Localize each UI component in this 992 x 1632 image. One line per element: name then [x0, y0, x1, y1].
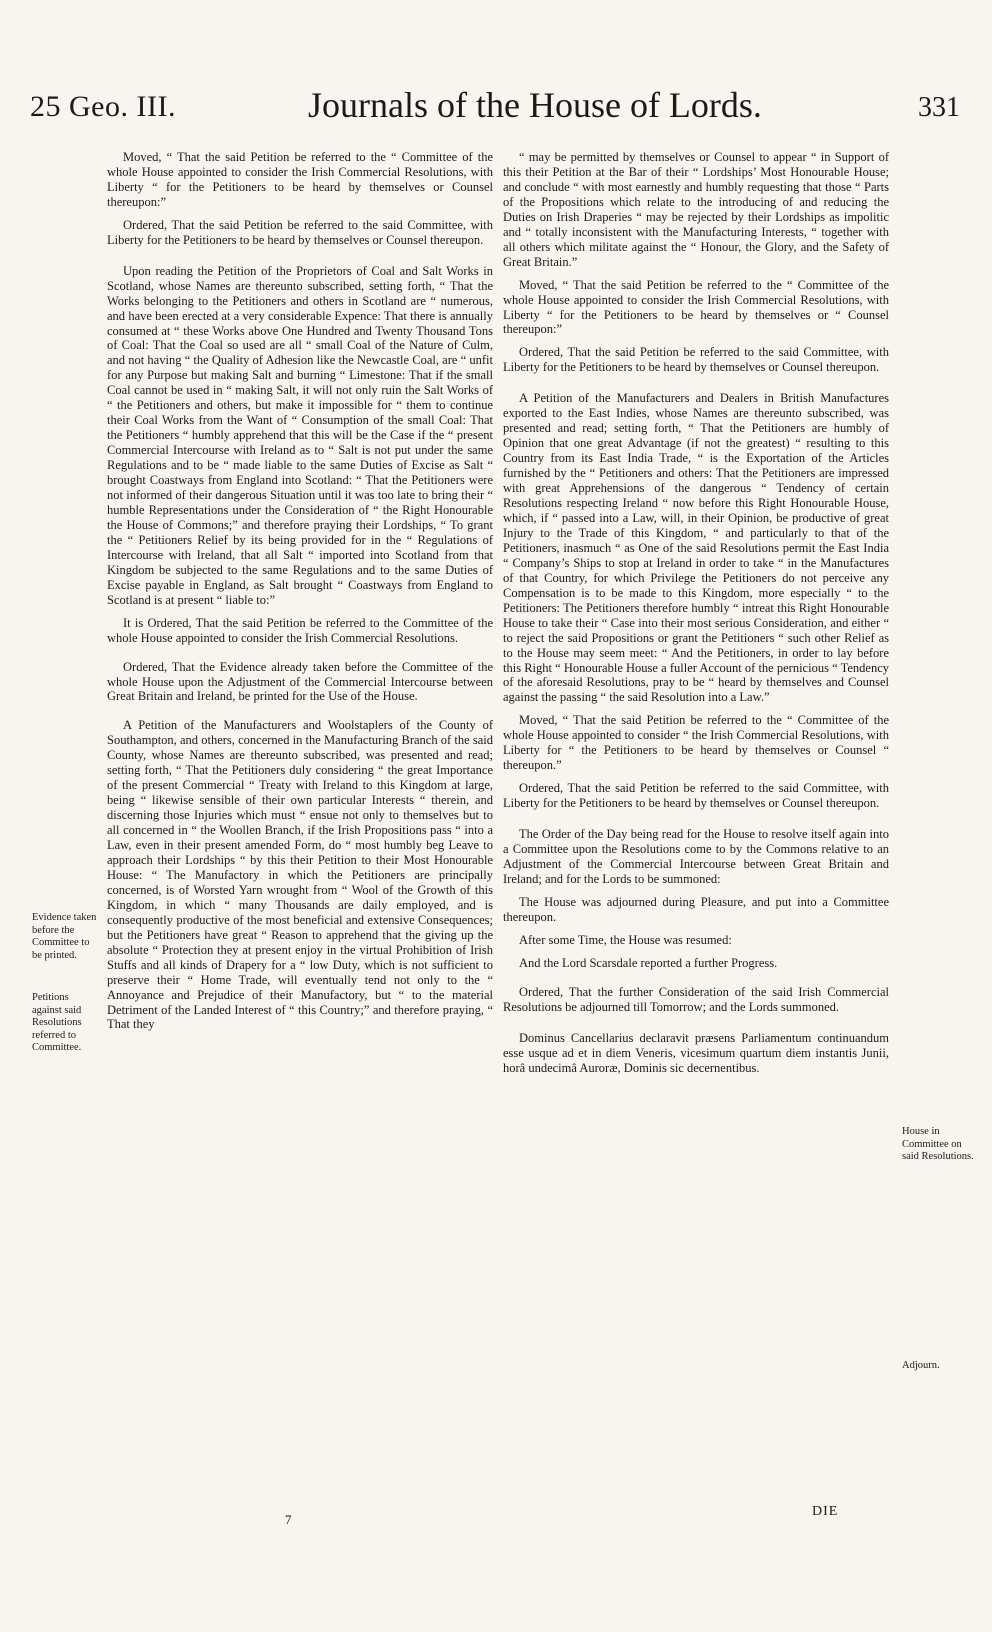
- margin-note-petitions: Petitions against said Resolutions referred to Committee.: [32, 992, 82, 1053]
- paragraph-moved-3: Moved, “ That the said Petition be referred to the “ Committee of the whole House appointed to consider “ the Irish Commercial Resolutions, with Liberty for “ the Petitioners to be heard by themselves or Counsel “ thereupon.”: [503, 713, 889, 773]
- paragraph-order-of-day: The Order of the Day being read for the House to resolve itself again into a Committee upon the Resolutions come to by the Commons relative to an Adjustment of the Commercial Intercourse between Great Britain and Ireland; and for the Lords to be summoned:: [503, 827, 889, 886]
- paragraph-ordered-5: Ordered, That the further Consideration of the said Irish Commercial Resolutions be adjourned till Tomorrow; and the Lords summoned.: [503, 984, 889, 1014]
- paragraph-ordered-3: Ordered, That the said Petition be referred to the said Committee, with Liberty for the Petitioners to be heard by themselves or Counsel thereupon.: [503, 345, 889, 375]
- margin-note-house-committee: House in Committee on said Resolutions.: [902, 1126, 974, 1162]
- page-number: 331: [918, 92, 960, 123]
- paragraph-moved-1: Moved, “ That the said Petition be referred to the “ Committee of the whole House appointed to consider the Irish Commercial Resolutions, with Liberty “ for the Petitioners to be heard by themselves or Counsel thereupon:”: [107, 150, 493, 209]
- paragraph-scarsdale-report: And the Lord Scarsdale reported a further Progress.: [519, 955, 778, 970]
- regnal-year: 25 Geo. III.: [30, 90, 176, 123]
- paragraph-ordered-1: Ordered, That the said Petition be referred to the said Committee, with Liberty for the Petitioners to be heard by themselves or Counsel thereupon.: [107, 217, 493, 247]
- margin-note-adjourn: Adjourn.: [902, 1360, 940, 1371]
- paragraph-east-indies-petition: A Petition of the Manufacturers and Dealers in British Manufactures exported to the East Indies, whose Names are thereunto subscribed, was presented and read; setting forth, “ That the Petitioners are humbly of Opinion that one great Advantage (if not the greatest) “ resulting to this Country from its East India Trade, “ is the Exportation of the Articles furnished by the “ Petitioners and others: That the Petitioners are impressed with great Apprehensions of the dangerous “ Tendency of certain Resolutions respecting Ireland “ now before this Right Honourable House, which, if “ passed into a Law, will, in their Opinion, be productive of great Injury to the Trade of this Kingdom, “ and particularly to that of the Petitioners, inasmuch “ as One of the said Resolutions permit the East India “ Company’s Ships to stop at Ireland in order to take “ in the Manufactures of that Country, for which Privilege the Petitioners do not perceive any Compensation is to be made to this Kingdom, more especially “ to the Petitioners: The Petitioners therefore humbly “ intreat this Right Honourable House to take their “ Case into their most serious Consideration, and either “ to reject the said Propositions or grant the Petitioners “ such other Relief as to the House may seem meet: “ And the Petitioners, in order to lay before this Right “ Honourable House a fuller Account of the pernicious “ Tendency of the aforesaid Resolutions, pray to be “ heard by themselves and Counsel against the passing “ the said Resolution into a Law.”: [503, 391, 889, 705]
- paragraph-ordered-4: Ordered, That the said Petition be referred to the said Committee, with Liberty for the Petitioners to be heard by themselves or Counsel thereupon.: [503, 781, 889, 811]
- paragraph-latin-adjournment: Dominus Cancellarius declaravit præsens Parliamentum continuandum esse usque ad et in diem Veneris, vicesimum quartum diem instantis Junii, horâ undecimâ Auroræ, Dominis sic decernentibus.: [503, 1030, 889, 1075]
- signature-mark: 7: [285, 1512, 292, 1527]
- paragraph-coal-salt-petition: Upon reading the Petition of the Proprietors of Coal and Salt Works in Scotland, whose Names are thereunto subscribed, setting forth, “ That the Works belonging to the Petitioners and others in Scotland are “ numerous, and have been erected at a very considerable Expence: That there is annually consumed at “ these Works above One Hundred and Twenty Thousand Tons of Coal: That the Coal so used are all “ small Coal of the Nature of Culm, and not having “ the Quality of Adhesion like the Newcastle Coal, are “ unfit for any Purpose but making Salt and burning “ Limestone: That if the small Coal cannot be used in “ making Salt, it will not only ruin the Salt Works of “ the Petitioners and others, but make it impossible for “ them to continue their Coal Works from the Want of “ Consumption of the small Coal: That the Petitioners “ humbly apprehend that this will be the Case if the “ present Commercial Intercourse with Ireland as to “ Salt is not put under the same Regulations and to be “ made liable to the same Duties of Excise as Salt “ brought Coastways from England into Scotland: “ That the Petitioners were not informed of their dangerous Situation until it was too late to bring their “ humble Representations under the Consideration of “ the Right Honourable the House of Commons;” and therefore praying their Lordships, “ To grant the “ Petitioners Relief by its being provided for in the “ Regulations of Intercourse with Ireland, that all Salt “ imported into Scotland from that Kingdom be subjected to the same Regulations and to the same Duties of Excise payable in England, as Salt brought “ Coastways from England to Scotland is at present “ liable to:”: [107, 263, 493, 607]
- paragraph-ordered-2: It is Ordered, That the said Petition be referred to the Committee of the whole House appointed to consider the Irish Commercial Resolutions.: [107, 615, 493, 645]
- journal-title: Journals of the House of Lords.: [308, 85, 762, 125]
- paragraph-house-adjourned: The House was adjourned during Pleasure, and put into a Committee thereupon.: [503, 894, 889, 924]
- paragraph-moved-2: Moved, “ That the said Petition be referred to the “ Committee of the whole House appointed to consider the Irish Commercial Resolutions, with Liberty “ for the Petitioners to be heard by themselves or “ Counsel thereupon:”: [503, 277, 889, 337]
- paragraph-petition-continued: “ may be permitted by themselves or Counsel to appear “ in Support of this their Petition at the Bar of their “ Lordships’ Most Honourable House; and conclude “ with most earnestly and humbly requesting that those “ Parts of the Propositions which relate to the introducing of and reducing the Duties on Irish Draperies “ may be rejected by their Lordships as impolitic and “ totally inconsistent with the Manufacturing Interests, “ together with all others which militate against the “ Honour, the Glory, and the Safety of Great Britain.”: [503, 150, 889, 269]
- catchword: DIE: [812, 1504, 839, 1519]
- page-header: [30, 84, 960, 140]
- right-column: [503, 150, 889, 1083]
- paragraph-southampton-petition: A Petition of the Manufacturers and Woolstaplers of the County of Southampton, and others, concerned in the Manufacturing Branch of the said County, whose Names are thereunto subscribed, was presented and read; setting forth, “ That the Petitioners duly considering “ the great Importance of the present Commercial “ Treaty with Ireland to this Kingdom at large, being “ likewise sensible of their own particular Interests “ therein, and discerning those Injuries which must “ ensue not only to themselves but to all concerned in “ the Woollen Branch, if the Irish Propositions pass “ into a Law, even in their present amended Form, do “ most humbly beg Leave to approach their Lordships “ by this their Petition to their Most Honourable House: “ The Manufactory in which the Petitioners are principally concerned, is of Worsted Yarn wrought from “ Wool of the Growth of this Kingdom, in which “ many Thousands are daily employed, and is consequently productive of the most beneficial and extensive Consequences; but the Petitioners have great “ Reason to apprehend that the giving up the absolute “ Protection they at present enjoy in the virtual Prohibition of Irish Stuffs and all kinds of Drapery for a “ low Duty, which is not sufficient to preserve their “ Home Trade, will eventually tend not only to the “ Annoyance and Prejudice of their Manufactory, but “ to the material Detriment of the Landed Interest of “ this Country;” and therefore praying, “ That they: [107, 718, 493, 1032]
- left-column: [107, 150, 493, 1040]
- paragraph-evidence-printed: Ordered, That the Evidence already taken before the Committee of the whole House upon the Adjustment of the Commercial Intercourse between Great Britain and Ireland, be printed for the Use of the House.: [107, 659, 493, 704]
- paragraph-house-resumed: After some Time, the House was resumed:: [519, 932, 732, 947]
- margin-note-evidence: Evidence taken before the Committee to be printed.: [32, 912, 97, 961]
